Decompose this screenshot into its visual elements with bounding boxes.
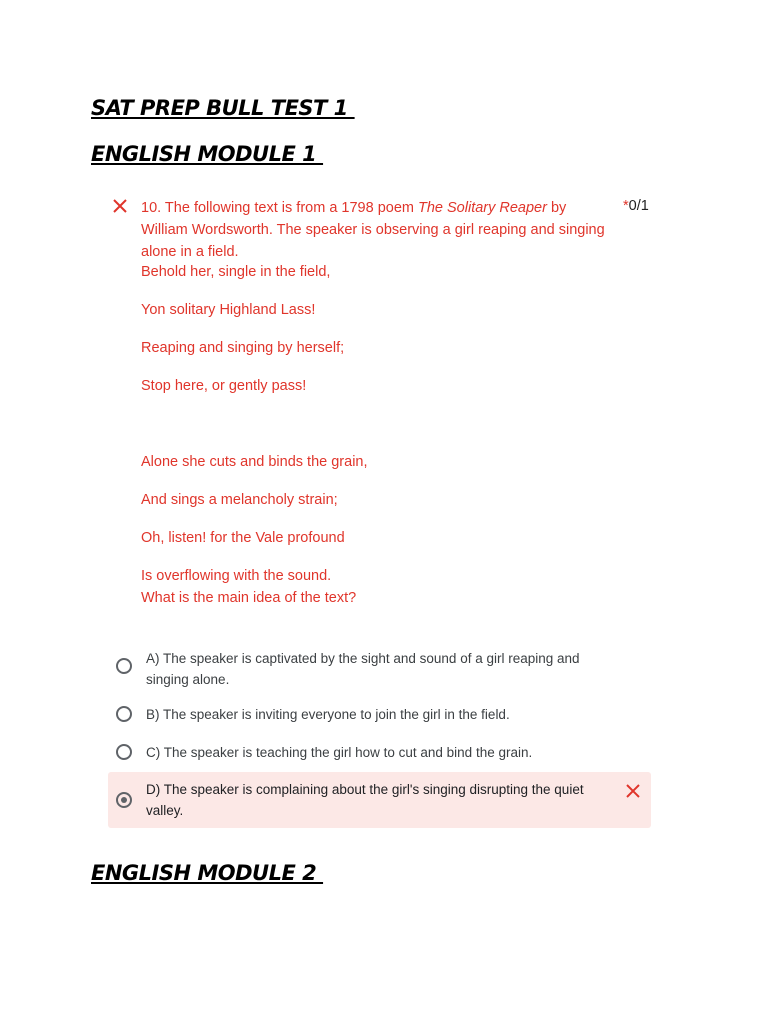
option-b[interactable] bbox=[108, 702, 651, 728]
option-d[interactable] bbox=[108, 772, 651, 828]
module-1-heading: ENGLISH MODULE 1 bbox=[91, 142, 324, 166]
radio-button[interactable] bbox=[116, 744, 132, 760]
option-c[interactable] bbox=[108, 740, 651, 766]
close-icon bbox=[112, 198, 128, 214]
radio-button[interactable] bbox=[116, 658, 132, 674]
question-prompt: What is the main idea of the text? bbox=[141, 590, 357, 606]
question-text: 10. The following text is from a 1798 poem The Solitary Reaper by William Wordsworth. The speaker is observing a girl reaping and singing alone in a field. bbox=[141, 200, 605, 260]
poem-line: Yon solitary Highland Lass! bbox=[141, 302, 316, 318]
close-icon bbox=[626, 784, 640, 798]
poem-title: The Solitary Reaper bbox=[418, 200, 547, 216]
question-card bbox=[100, 180, 678, 846]
poem-line: Oh, listen! for the Vale profound bbox=[141, 530, 345, 546]
option-label: A) The speaker is captivated by the sight and sound of a girl reaping and singing alone. bbox=[146, 651, 580, 687]
poem-line: Is overflowing with the sound. bbox=[141, 568, 332, 584]
option-label: D) The speaker is complaining about the girl's singing disrupting the quiet valley. bbox=[146, 782, 584, 818]
option-label: B) The speaker is inviting everyone to join the girl in the field. bbox=[146, 707, 510, 722]
poem-line: Stop here, or gently pass! bbox=[141, 378, 307, 394]
radio-button-selected[interactable] bbox=[116, 792, 132, 808]
poem-line: Behold her, single in the field, bbox=[141, 264, 331, 280]
poem-line: And sings a melancholy strain; bbox=[141, 492, 338, 508]
score: *0/1 bbox=[623, 198, 649, 214]
module-2-heading: ENGLISH MODULE 2 bbox=[91, 861, 324, 885]
test-title: SAT PREP BULL TEST 1 bbox=[91, 96, 355, 120]
option-label: C) The speaker is teaching the girl how to cut and bind the grain. bbox=[146, 745, 533, 760]
radio-button[interactable] bbox=[116, 706, 132, 722]
option-a[interactable] bbox=[108, 646, 651, 692]
poem-line: Alone she cuts and binds the grain, bbox=[141, 454, 368, 470]
poem-line: Reaping and singing by herself; bbox=[141, 340, 345, 356]
